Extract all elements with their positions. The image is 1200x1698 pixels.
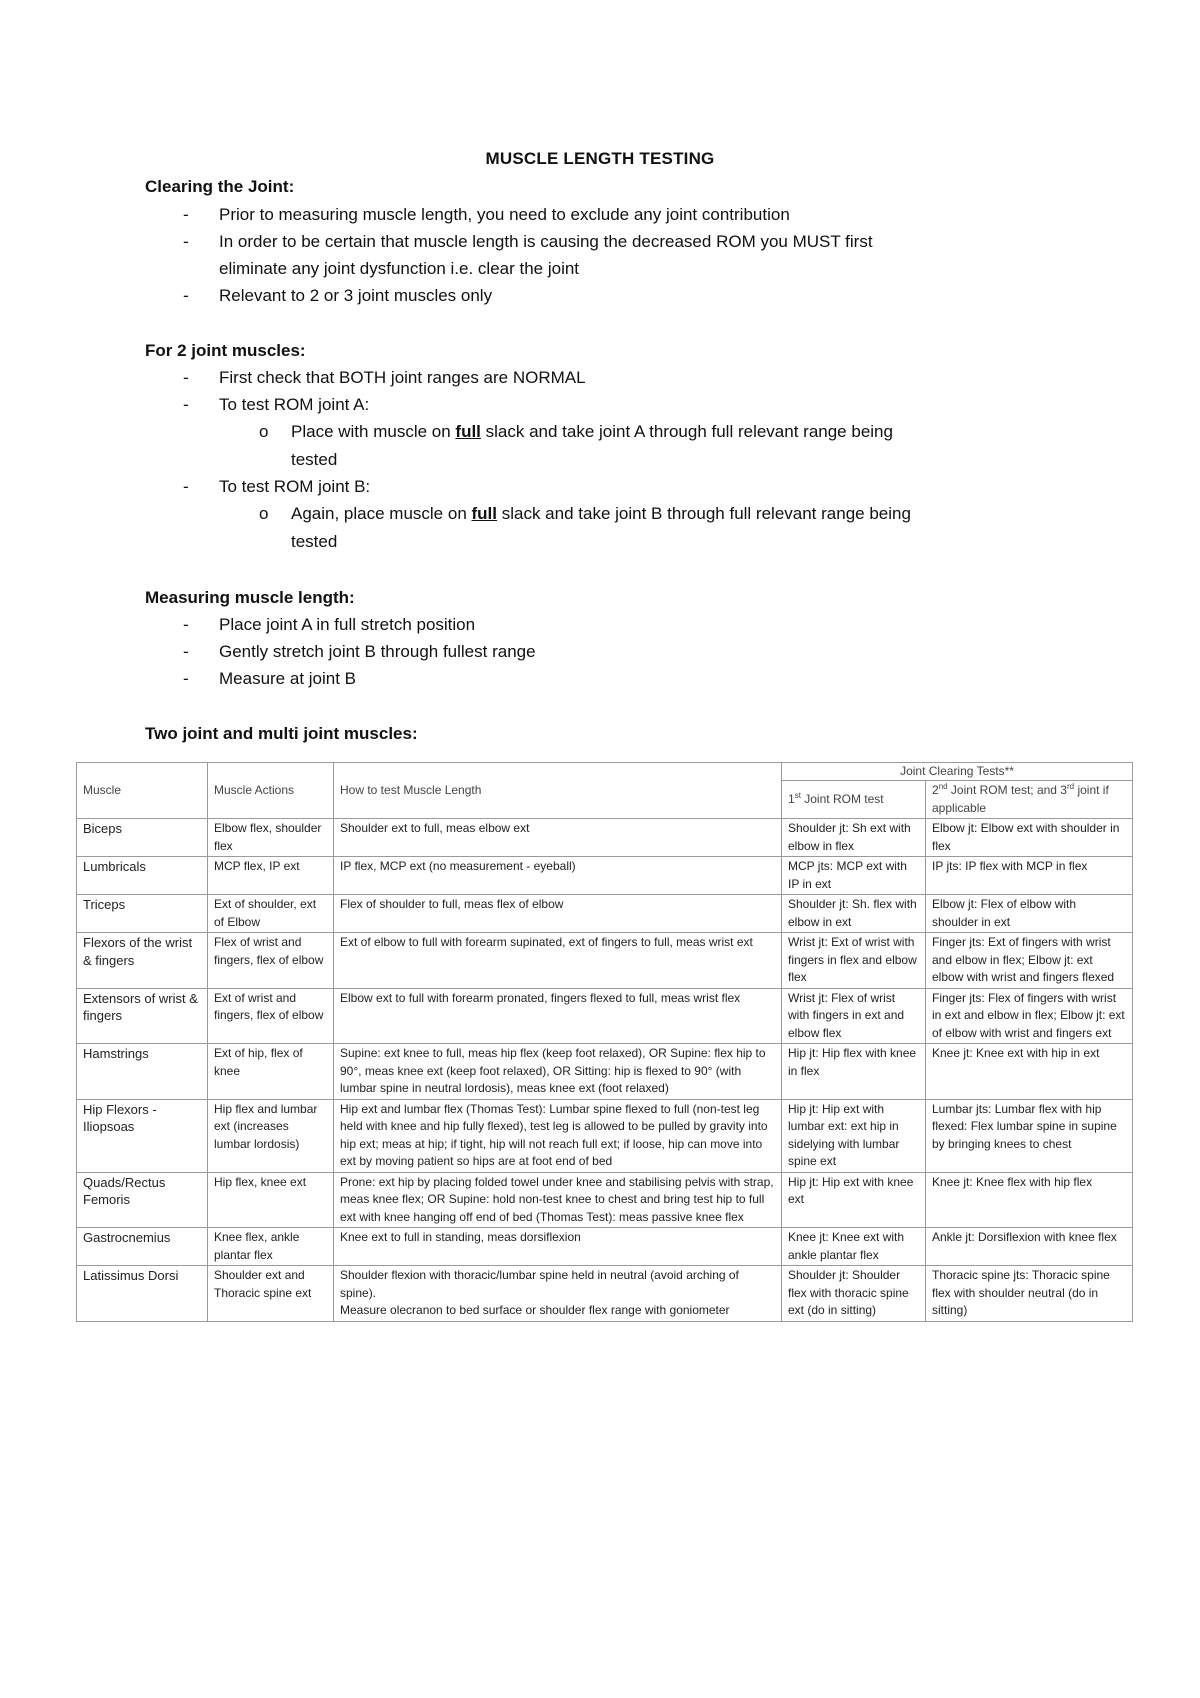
header-second-joint-rom: 2nd Joint ROM test; and 3rd joint if applicable	[926, 781, 1133, 819]
two-joint-heading: For 2 joint muscles:	[145, 341, 306, 360]
cell-first-joint: MCP jts: MCP ext with IP in ext	[782, 857, 926, 895]
cell-actions: Ext of hip, flex of knee	[208, 1044, 334, 1100]
cell-second-joint: Thoracic spine jts: Thoracic spine flex with shoulder neutral (do in sitting)	[926, 1266, 1133, 1322]
cell-how-to-test: Ext of elbow to full with forearm supinated, ext of fingers to full, meas wrist ext	[334, 933, 782, 989]
page-title: MUSCLE LENGTH TESTING	[485, 149, 715, 168]
cell-first-joint: Wrist jt: Ext of wrist with fingers in flex and elbow flex	[782, 933, 926, 989]
cell-actions: Hip flex and lumbar ext (increases lumbar lordosis)	[208, 1099, 334, 1172]
clearing-heading: Clearing the Joint:	[145, 177, 295, 196]
cell-muscle: Hip Flexors - Iliopsoas	[77, 1099, 208, 1172]
table-row	[77, 1266, 1133, 1322]
cell-muscle: Gastrocnemius	[77, 1228, 208, 1266]
cell-second-joint: Finger jts: Flex of fingers with wrist in ext and elbow in flex; Elbow jt: ext of elbow with wrist and fingers ext	[926, 988, 1133, 1044]
table-row	[77, 988, 1133, 1044]
cell-actions: Hip flex, knee ext	[208, 1172, 334, 1228]
header-how-to-test: How to test Muscle Length	[334, 763, 782, 819]
cell-actions: Ext of wrist and fingers, flex of elbow	[208, 988, 334, 1044]
cell-second-joint: IP jts: IP flex with MCP in flex	[926, 857, 1133, 895]
cell-how-to-test: Hip ext and lumbar flex (Thomas Test): Lumbar spine flexed to full (non-test leg held with knee and hip fully flexed), test leg is allowed to be pulled by gravity into hip ext; meas at hip; if tight, hip will not reach full ext; if loose, hip can move into ext by moving patient so hips are at foot end of bed	[334, 1099, 782, 1172]
table-row	[77, 1228, 1133, 1266]
cell-muscle: Hamstrings	[77, 1044, 208, 1100]
cell-second-joint: Finger jts: Ext of fingers with wrist and elbow in flex; Elbow jt: ext elbow with wrist and fingers flexed	[926, 933, 1133, 989]
table-row	[77, 1099, 1133, 1172]
cell-second-joint: Elbow jt: Flex of elbow with shoulder in ext	[926, 895, 1133, 933]
cell-actions: Knee flex, ankle plantar flex	[208, 1228, 334, 1266]
table-row	[77, 895, 1133, 933]
cell-first-joint: Shoulder jt: Shoulder flex with thoracic spine ext (do in sitting)	[782, 1266, 926, 1322]
cell-actions: Flex of wrist and fingers, flex of elbow	[208, 933, 334, 989]
cell-second-joint: Knee jt: Knee ext with hip in ext	[926, 1044, 1133, 1100]
cell-second-joint: Knee jt: Knee flex with hip flex	[926, 1172, 1133, 1228]
cell-how-to-test: IP flex, MCP ext (no measurement - eyeball)	[334, 857, 782, 895]
table-row	[77, 819, 1133, 857]
cell-how-to-test: Prone: ext hip by placing folded towel under knee and stabilising pelvis with strap, meas knee flex; OR Supine: hold non-test knee to chest and bring test hip to full ext with knee hanging off end of bed (Thomas Test): meas passive knee flex	[334, 1172, 782, 1228]
table-group-header-row	[77, 763, 1133, 781]
cell-muscle: Biceps	[77, 819, 208, 857]
cell-muscle: Latissimus Dorsi	[77, 1266, 208, 1322]
cell-how-line: Shoulder flexion with thoracic/lumbar spine held in neutral (avoid arching of spine).	[340, 1268, 739, 1300]
table-row	[77, 1172, 1133, 1228]
cell-first-joint: Knee jt: Knee ext with ankle plantar flex	[782, 1228, 926, 1266]
header-first-joint-rom: 1st Joint ROM test	[782, 781, 926, 819]
header-actions: Muscle Actions	[208, 763, 334, 819]
cell-actions: Shoulder ext and Thoracic spine ext	[208, 1266, 334, 1322]
muscle-length-table	[76, 762, 1133, 1322]
cell-first-joint: Hip jt: Hip flex with knee in flex	[782, 1044, 926, 1100]
cell-actions: Ext of shoulder, ext of Elbow	[208, 895, 334, 933]
cell-how-to-test: Flex of shoulder to full, meas flex of elbow	[334, 895, 782, 933]
cell-second-joint: Ankle jt: Dorsiflexion with knee flex	[926, 1228, 1133, 1266]
cell-how-to-test: Elbow ext to full with forearm pronated, fingers flexed to full, meas wrist flex	[334, 988, 782, 1044]
table-row	[77, 933, 1133, 989]
cell-how-to-test: Knee ext to full in standing, meas dorsiflexion	[334, 1228, 782, 1266]
measuring-heading: Measuring muscle length:	[145, 588, 355, 607]
cell-muscle: Flexors of the wrist & fingers	[77, 933, 208, 989]
cell-first-joint: Hip jt: Hip ext with knee ext	[782, 1172, 926, 1228]
table-row	[77, 857, 1133, 895]
table-row	[77, 1044, 1133, 1100]
cell-first-joint: Wrist jt: Flex of wrist with fingers in ext and elbow flex	[782, 988, 926, 1044]
cell-first-joint: Hip jt: Hip ext with lumbar ext: ext hip in sidelying with lumbar spine ext	[782, 1099, 926, 1172]
multi-joint-heading: Two joint and multi joint muscles:	[145, 724, 418, 743]
cell-second-joint: Elbow jt: Elbow ext with shoulder in flex	[926, 819, 1133, 857]
cell-actions: Elbow flex, shoulder flex	[208, 819, 334, 857]
document-page: MUSCLE LENGTH TESTING Clearing the Joint: - Prior to measuring muscle length, you need to exclude any joint contribution - In order to be certain that muscle length is causing the decreased ROM you MUST first eliminate any joint dysfunction i.e. clear the joint - Relevant to 2 or 3 joint muscles only For 2 joint muscles: - First check that BOTH joint ranges are NORMAL - To test ROM joint A: o Place with muscle on full slack and take joint A through full relevant range being tested - To test ROM joint B: o Again, place muscle on full slack and take joint B through full relevant range being tested Measuring muscle length: - Place joint A in full stretch position - Gently stretch joint B through fullest range - Measure at joint B Two joint and multi joint muscles: Muscle Muscle Actions How to test Muscle Length Joint Clearing Tests** 1st Joint ROM test 2nd Joint ROM test; and 3rd joint if applicable Biceps Elbow flex, shoulder flex Shoulder ext to full, meas elbow ext Shoulder jt: Sh ext with elbow in flex Elbow jt: Elbow ext with shoulder in flex Lumbricals MCP flex, IP ext IP flex, MCP ext (no measurement - eyeball) MCP jts: MCP ext with IP in ext IP jts: IP flex with MCP in flex Triceps Ext of shoulder, ext of Elbow Flex of shoulder to full, meas flex of elbow Shoulder jt: Sh. flex with elbow in ext Elbow jt: Flex of elbow with shoulder in ext Flexors of the wrist & fingers Flex of wrist and fingers, flex of elbow Ext of elbow to full with forearm supinated, ext of fingers to full, meas wrist ext Wrist jt: Ext of wrist with fingers in flex and elbow flex Finger jts: Ext of fingers with wrist and elbow in flex; Elbow jt: ext elbow with wrist and fingers flexed Extensors of wrist & fingers Ext of wrist and fingers, flex of elbow Elbow ext to full with forearm pronated, fingers flexed to full, meas wrist flex Wrist jt: Flex of wrist with fingers in ext and elbow flex Finger jts: Flex of fingers with wrist in ext and elbow in flex; Elbow jt: ext of elbow with wrist and fingers ext Hamstrings Ext of hip, flex of knee Supine: ext knee to full, meas hip flex (keep foot relaxed), OR Supine: flex hip to 90°, meas knee ext (keep foot relaxed), OR Sitting: hip is flexed to 90° (with lumbar spine in neutral lordosis), meas knee ext (foot relaxed) Hip jt: Hip flex with knee in flex Knee jt: Knee ext with hip in ext Hip Flexors - Iliopsoas Hip flex and lumbar ext (increases lumbar lordosis) Hip ext and lumbar flex (Thomas Test): Lumbar spine flexed to full (non-test leg held with knee and hip fully flexed), test leg is allowed to be pulled by gravity into hip ext; meas at hip; if tight, hip will not reach full ext; if loose, hip can move into ext by moving patient so hips are at foot end of bed Hip jt: Hip ext with lumbar ext: ext hip in sidelying with lumbar spine ext Lumbar jts: Lumbar flex with hip flexed: Flex lumbar spine in supine by bringing knees to chest Quads/Rectus Femoris Hip flex, knee ext Prone: ext hip by placing folded towel under knee and stabilising pelvis with strap, meas knee flex; OR Supine: hold non-test knee to chest and bring test hip to full ext with knee hanging off end of bed (Thomas Test): meas passive knee flex Hip jt: Hip ext with knee ext Knee jt: Knee flex with hip flex Gastrocnemius Knee flex, ankle plantar flex Knee ext to full in standing, meas dorsiflexion Knee jt: Knee ext with ankle plantar flex Ankle jt: Dorsiflexion with knee flex Latissimus Dorsi Shoulder ext and Thoracic spine ext Shoulder flexion with thoracic/lumbar spine held in neutral (avoid arching of spine). Measure olecranon to bed surface or shoulder flex range with goniometer Shoulder jt: Shoulder flex with thoracic spine ext (do in sitting) Thoracic spine jts: Thoracic spine flex with shoulder neutral (do in sitting)	[0, 0, 1200, 1698]
cell-actions: MCP flex, IP ext	[208, 857, 334, 895]
cell-muscle: Triceps	[77, 895, 208, 933]
cell-muscle: Lumbricals	[77, 857, 208, 895]
cell-first-joint: Shoulder jt: Sh. flex with elbow in ext	[782, 895, 926, 933]
cell-muscle: Extensors of wrist & fingers	[77, 988, 208, 1044]
cell-how-to-test: Shoulder ext to full, meas elbow ext	[334, 819, 782, 857]
cell-second-joint: Lumbar jts: Lumbar flex with hip flexed: Flex lumbar spine in supine by bringing knees to chest	[926, 1099, 1133, 1172]
cell-first-joint: Shoulder jt: Sh ext with elbow in flex	[782, 819, 926, 857]
header-muscle: Muscle	[77, 763, 208, 819]
header-joint-clearing-tests: Joint Clearing Tests**	[782, 763, 1133, 781]
cell-how-to-test	[334, 1266, 782, 1322]
cell-how-to-test: Supine: ext knee to full, meas hip flex (keep foot relaxed), OR Supine: flex hip to 90°, meas knee ext (keep foot relaxed), OR Sitting: hip is flexed to 90° (with lumbar spine in neutral lordosis), meas knee ext (foot relaxed)	[334, 1044, 782, 1100]
cell-how-line: Measure olecranon to bed surface or shoulder flex range with goniometer	[340, 1303, 730, 1317]
cell-muscle: Quads/Rectus Femoris	[77, 1172, 208, 1228]
